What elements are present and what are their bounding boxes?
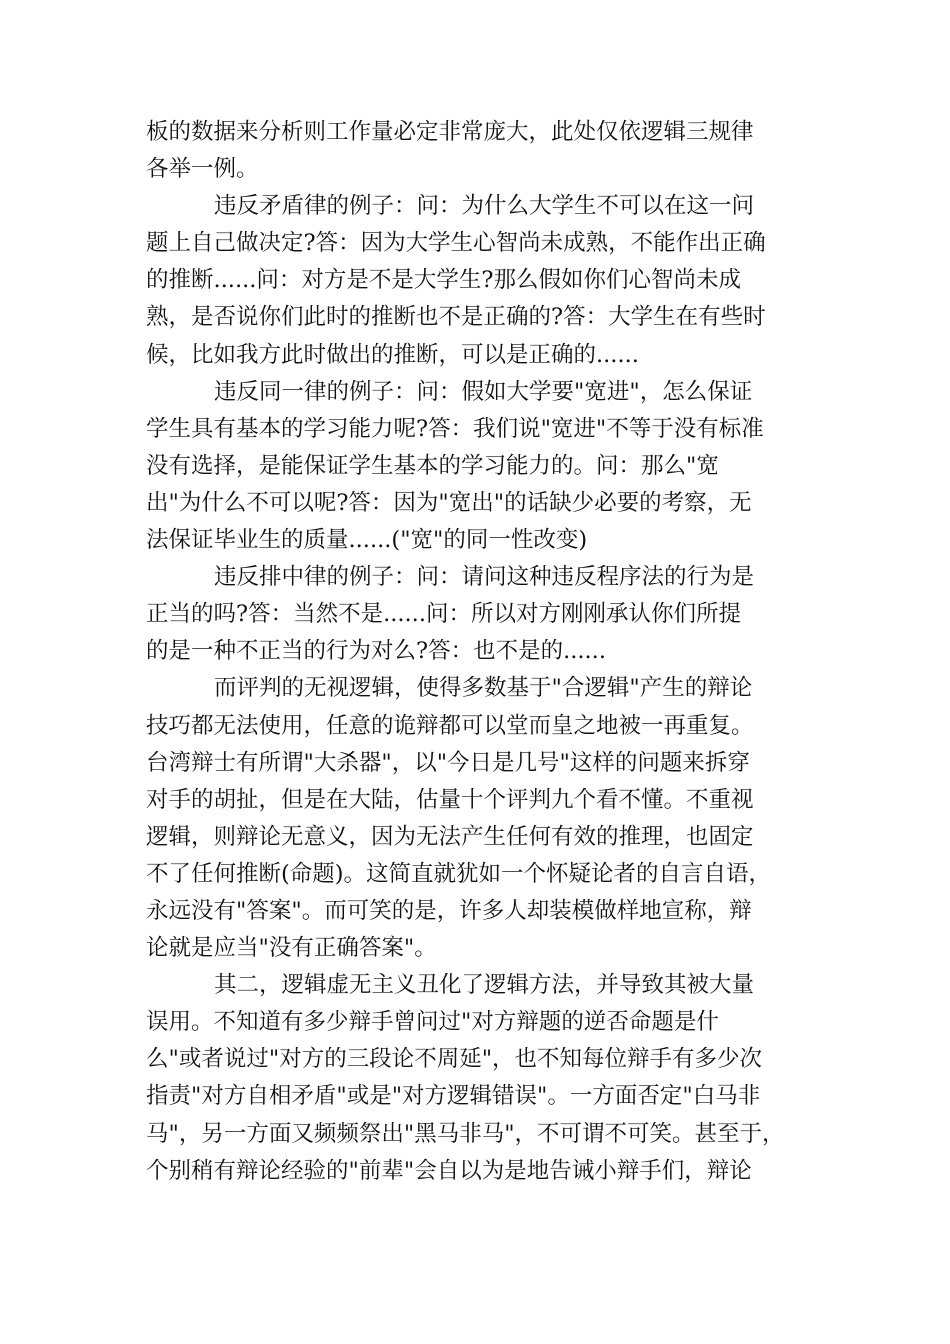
text-line: 候，比如我方此时做出的推断，可以是正确的...... bbox=[146, 341, 639, 368]
text-line: 熟，是否说你们此时的推断也不是正确的?答：大学生在有些时 bbox=[146, 304, 766, 331]
text-line: 题上自己做决定?答：因为大学生心智尚未成熟，不能作出正确 bbox=[146, 230, 766, 257]
document-body-text bbox=[146, 114, 806, 1190]
text-line: 出"为什么不可以呢?答：因为"宽出"的话缺少必要的考察，无 bbox=[146, 489, 752, 516]
text-line: 不了任何推断(命题)。这简直就犹如一个怀疑论者的自言自语， bbox=[146, 860, 772, 887]
text-line: 误用。不知道有多少辩手曾问过"对方辩题的逆否命题是什 bbox=[146, 1009, 719, 1036]
text-line: 的是一种不正当的行为对么?答：也不是的...... bbox=[146, 638, 606, 665]
text-line: 么"或者说过"对方的三段论不周延"，也不知每位辩手有多少次 bbox=[146, 1046, 763, 1073]
text-line: 违反同一律的例子：问：假如大学要"宽进"，怎么保证 bbox=[214, 378, 753, 405]
text-line: 学生具有基本的学习能力呢?答：我们说"宽进"不等于没有标准 bbox=[146, 415, 764, 442]
text-line: 各举一例。 bbox=[146, 156, 259, 183]
text-line: 个别稍有辩论经验的"前辈"会自以为是地告诫小辩手们，辩论 bbox=[146, 1157, 752, 1184]
text-line: 逻辑，则辩论无意义，因为无法产生任何有效的推理，也固定 bbox=[146, 823, 754, 850]
text-line: 论就是应当"没有正确答案"。 bbox=[146, 935, 437, 962]
text-line: 对手的胡扯，但是在大陆，估量十个评判九个看不懂。不重视 bbox=[146, 786, 754, 813]
text-line: 违反矛盾律的例子：问：为什么大学生不可以在这一问 bbox=[214, 193, 755, 220]
text-line: 技巧都无法使用，任意的诡辩都可以堂而皇之地被一再重复。 bbox=[146, 712, 754, 739]
text-line: 其二，逻辑虚无主义丑化了逻辑方法，并导致其被大量 bbox=[214, 972, 755, 999]
text-line: 而评判的无视逻辑，使得多数基于"合逻辑"产生的辩论 bbox=[214, 675, 753, 702]
text-line: 法保证毕业生的质量......("宽"的同一性改变) bbox=[146, 527, 588, 554]
text-line: 台湾辩士有所谓"大杀器"，以"今日是几号"这样的问题来拆穿 bbox=[146, 749, 750, 776]
text-line: 没有选择，是能保证学生基本的学习能力的。问：那么"宽 bbox=[146, 452, 719, 479]
text-line: 板的数据来分析则工作量必定非常庞大，此处仅依逻辑三规律 bbox=[146, 119, 754, 145]
text-line: 永远没有"答案"。而可笑的是，许多人却装模做样地宣称，辩 bbox=[146, 897, 752, 924]
text-line: 指责"对方自相矛盾"或是"对方逻辑错误"。一方面否定"白马非 bbox=[146, 1083, 761, 1110]
text-line: 正当的吗?答：当然不是......问：所以对方刚刚承认你们所提 bbox=[146, 601, 741, 628]
text-line: 的推断......问：对方是不是大学生?那么假如你们心智尚未成 bbox=[146, 267, 741, 294]
text-line: 马"，另一方面又频频祭出"黑马非马"，不可谓不可笑。甚至于， bbox=[146, 1120, 785, 1147]
text-line: 违反排中律的例子：问：请问这种违反程序法的行为是 bbox=[214, 564, 755, 591]
